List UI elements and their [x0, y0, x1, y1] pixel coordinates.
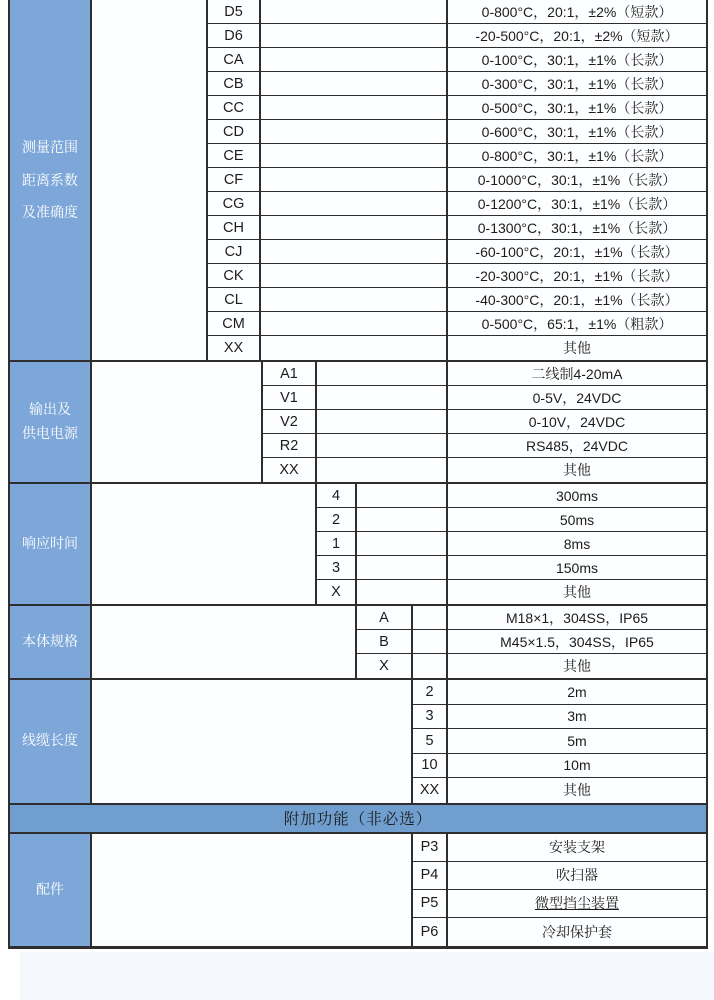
blank-cell: [413, 630, 448, 653]
footer-background: [20, 952, 714, 1000]
table-row: [317, 508, 706, 532]
merged-blank-cell: [92, 834, 413, 946]
section-output-power: [10, 362, 706, 484]
code-cell: R2: [263, 434, 317, 457]
section-label-accessories: [10, 834, 92, 946]
description-cell: -20-300°C，20:1，±1%（长款）: [448, 264, 706, 287]
section-cable-length: [10, 680, 706, 805]
description-cell: 0-1300°C，30:1，±1%（长款）: [448, 216, 706, 239]
table-row: [357, 606, 706, 630]
description-cell: -20-500°C，20:1，±2%（短款）: [448, 24, 706, 47]
description-cell: 8ms: [448, 532, 706, 555]
table-row: [357, 630, 706, 654]
section-label-line: 线缆长度: [22, 732, 78, 749]
table-row: [208, 168, 706, 192]
blank-cell: [317, 458, 448, 482]
blank-cell: [261, 240, 448, 263]
merged-blank-cell: [92, 606, 357, 678]
optional-features-label: 附加功能（非必选）: [283, 811, 433, 828]
description-cell: 0-10V，24VDC: [448, 410, 706, 433]
table-row: [208, 264, 706, 288]
code-cell: XX: [413, 778, 448, 803]
table-row: [208, 120, 706, 144]
code-cell: XX: [208, 336, 261, 360]
description-cell: 二线制4-20mA: [448, 362, 706, 385]
section-label-cable-length: [10, 680, 92, 803]
table-row: [263, 410, 706, 434]
description-cell: 其他: [448, 458, 706, 482]
code-cell: 2: [413, 680, 448, 704]
description-cell: 冷却保护套: [448, 918, 706, 946]
table-row: [208, 48, 706, 72]
section-label-line: 配件: [36, 880, 64, 897]
code-cell: 1: [317, 532, 357, 555]
blank-cell: [261, 0, 448, 23]
table-row: [208, 216, 706, 240]
table-row: [263, 434, 706, 458]
code-cell: CC: [208, 96, 261, 119]
table-row: [208, 336, 706, 360]
blank-cell: [261, 24, 448, 47]
table-row: [208, 72, 706, 96]
table-row: [263, 362, 706, 386]
table-row: [317, 484, 706, 508]
description-cell: 300ms: [448, 484, 706, 507]
description-cell: 0-1200°C，30:1，±1%（长款）: [448, 192, 706, 215]
code-cell: P6: [413, 918, 448, 946]
blank-cell: [317, 386, 448, 409]
table-row: [208, 0, 706, 24]
description-cell: 0-600°C，30:1，±1%（长款）: [448, 120, 706, 143]
blank-cell: [413, 606, 448, 629]
code-cell: CD: [208, 120, 261, 143]
description-cell: 其他: [448, 778, 706, 803]
section-measurement-range: [10, 0, 706, 362]
blank-cell: [317, 362, 448, 385]
section-label-body-spec: [10, 606, 92, 678]
code-cell: P3: [413, 834, 448, 861]
code-cell: 5: [413, 729, 448, 753]
code-cell: X: [357, 654, 413, 678]
code-cell: B: [357, 630, 413, 653]
table-row: [413, 680, 706, 705]
blank-cell: [357, 508, 448, 531]
code-cell: CA: [208, 48, 261, 71]
description-cell: 0-800°C，20:1，±2%（短款）: [448, 0, 706, 23]
section-label-line: 响应时间: [22, 535, 78, 552]
description-cell: 其他: [448, 580, 706, 604]
code-cell: 3: [413, 705, 448, 729]
blank-cell: [357, 580, 448, 604]
description-cell: 0-100°C，30:1，±1%（长款）: [448, 48, 706, 71]
description-cell: 微型挡尘装置: [448, 890, 706, 917]
section-label-line: 输出及: [29, 401, 71, 418]
code-cell: 4: [317, 484, 357, 507]
code-cell: X: [317, 580, 357, 604]
table-row: [413, 705, 706, 730]
blank-cell: [357, 556, 448, 579]
code-cell: 2: [317, 508, 357, 531]
table-row: [263, 386, 706, 410]
code-cell: P4: [413, 862, 448, 889]
description-cell: -40-300°C，20:1，±1%（长款）: [448, 288, 706, 311]
section-label-line: 供电电源: [22, 425, 78, 441]
table-row: [208, 24, 706, 48]
blank-cell: [357, 484, 448, 507]
table-row: [413, 778, 706, 803]
ordering-code-table: [8, 0, 708, 949]
table-row: [413, 890, 706, 918]
table-row: [357, 654, 706, 678]
description-cell: 0-1000°C，30:1，±1%（长款）: [448, 168, 706, 191]
section-label-response-time: [10, 484, 92, 604]
blank-cell: [261, 144, 448, 167]
table-row: [317, 580, 706, 604]
section-label-measurement-range: [10, 0, 92, 360]
optional-features-band: [10, 805, 706, 834]
table-row: [413, 834, 706, 862]
blank-cell: [261, 96, 448, 119]
table-row: [413, 729, 706, 754]
blank-cell: [317, 434, 448, 457]
description-cell: RS485，24VDC: [448, 434, 706, 457]
merged-blank-cell: [92, 484, 317, 604]
table-row: [208, 96, 706, 120]
blank-cell: [261, 168, 448, 191]
table-row: [317, 556, 706, 580]
section-label-line: 及准确度: [22, 204, 78, 221]
table-row: [208, 288, 706, 312]
code-cell: XX: [263, 458, 317, 482]
section-accessories: [10, 834, 706, 946]
code-cell: CF: [208, 168, 261, 191]
merged-blank-cell: [92, 680, 413, 803]
table-row: [208, 312, 706, 336]
code-cell: CH: [208, 216, 261, 239]
description-cell: 5m: [448, 729, 706, 753]
section-label-output-power: [10, 362, 92, 482]
code-cell: V1: [263, 386, 317, 409]
blank-cell: [317, 410, 448, 433]
table-row: [413, 918, 706, 946]
description-cell: 3m: [448, 705, 706, 729]
table-row: [208, 240, 706, 264]
code-cell: CE: [208, 144, 261, 167]
description-cell: 50ms: [448, 508, 706, 531]
table-row: [263, 458, 706, 482]
code-cell: 3: [317, 556, 357, 579]
blank-cell: [261, 312, 448, 335]
description-cell: 10m: [448, 754, 706, 778]
code-cell: CG: [208, 192, 261, 215]
code-cell: D6: [208, 24, 261, 47]
section-label-line: 距离系数: [22, 171, 78, 188]
blank-cell: [261, 264, 448, 287]
section-label-line: 测量范围: [22, 138, 78, 155]
description-cell: 0-5V，24VDC: [448, 386, 706, 409]
blank-cell: [261, 48, 448, 71]
description-cell: 150ms: [448, 556, 706, 579]
table-row: [413, 862, 706, 890]
code-cell: CK: [208, 264, 261, 287]
merged-blank-cell: [92, 362, 263, 482]
description-cell: M18×1，304SS，IP65: [448, 606, 706, 629]
description-cell: 其他: [448, 336, 706, 360]
table-row: [208, 144, 706, 168]
table-row: [413, 754, 706, 779]
section-label-line: 本体规格: [22, 633, 78, 650]
description-cell: 其他: [448, 654, 706, 678]
description-cell: M45×1.5，304SS，IP65: [448, 630, 706, 653]
code-cell: A: [357, 606, 413, 629]
code-cell: CB: [208, 72, 261, 95]
table-row: [317, 532, 706, 556]
code-cell: 10: [413, 754, 448, 778]
blank-cell: [261, 216, 448, 239]
blank-cell: [261, 336, 448, 360]
description-cell: 0-300°C，30:1，±1%（长款）: [448, 72, 706, 95]
code-cell: CL: [208, 288, 261, 311]
description-cell: 安装支架: [448, 834, 706, 861]
section-body-spec: [10, 606, 706, 680]
blank-cell: [261, 192, 448, 215]
description-cell: 2m: [448, 680, 706, 704]
description-cell: 0-800°C，30:1，±1%（长款）: [448, 144, 706, 167]
code-cell: V2: [263, 410, 317, 433]
blank-cell: [261, 72, 448, 95]
blank-cell: [261, 120, 448, 143]
code-cell: D5: [208, 0, 261, 23]
code-cell: CM: [208, 312, 261, 335]
description-cell: 0-500°C，65:1，±1%（粗款）: [448, 312, 706, 335]
code-cell: P5: [413, 890, 448, 917]
blank-cell: [413, 654, 448, 678]
section-response-time: [10, 484, 706, 606]
merged-blank-cell: [92, 0, 208, 360]
code-cell: A1: [263, 362, 317, 385]
description-cell: 0-500°C，30:1，±1%（长款）: [448, 96, 706, 119]
blank-cell: [357, 532, 448, 555]
table-row: [208, 192, 706, 216]
description-cell: 吹扫器: [448, 862, 706, 889]
blank-cell: [261, 288, 448, 311]
code-cell: CJ: [208, 240, 261, 263]
description-cell: -60-100°C，20:1，±1%（长款）: [448, 240, 706, 263]
